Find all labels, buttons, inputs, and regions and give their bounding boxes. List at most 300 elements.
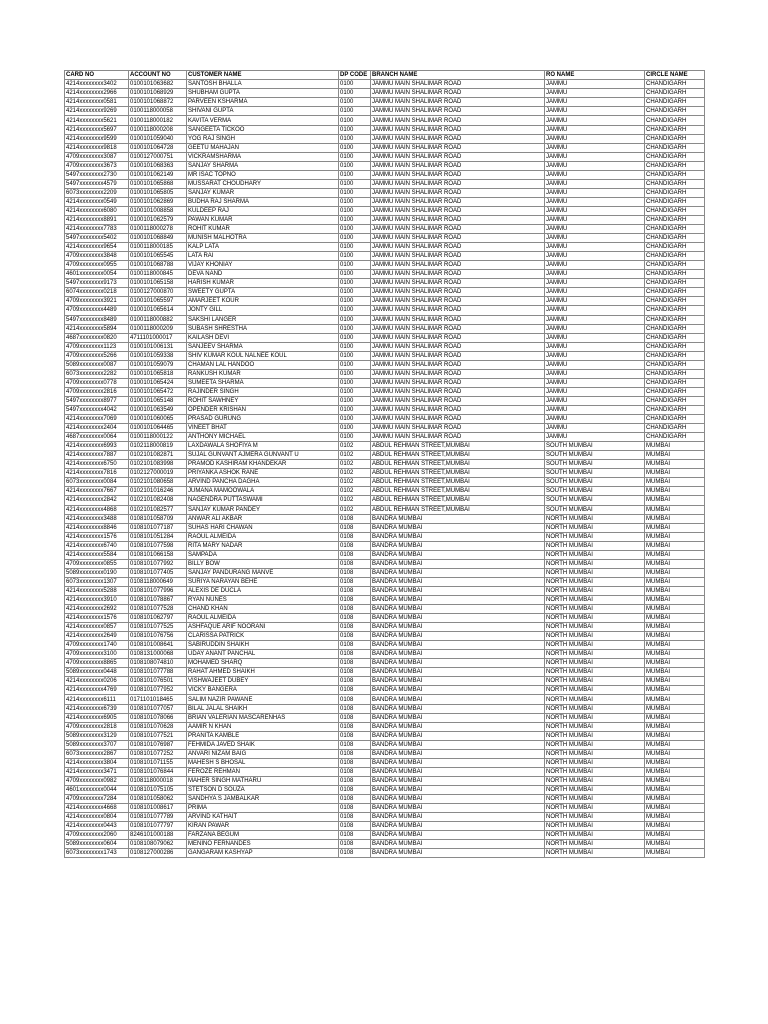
account-no-cell: 0100101064728 — [129, 143, 187, 152]
dp-code-cell: 0100 — [339, 252, 371, 261]
customer-name-cell: JUMANA MAMOOWALA — [187, 487, 339, 496]
table-row — [65, 650, 705, 659]
branch-name-cell: BANDRA MUMBAI — [371, 795, 545, 804]
card-no-cell: 4709xxxxxxxx3921 — [65, 297, 129, 306]
dp-code-cell: 0100 — [339, 405, 371, 414]
ro-name-cell: NORTH MUMBAI — [545, 632, 645, 641]
customer-name-cell: ALEXIS DE DUCLA — [187, 586, 339, 595]
branch-name-cell: JAMMU MAIN SHALIMAR ROAD — [371, 98, 545, 107]
ro-name-cell: NORTH MUMBAI — [545, 776, 645, 785]
card-no-cell: 4214xxxxxxxx5621 — [65, 116, 129, 125]
branch-name-cell: JAMMU MAIN SHALIMAR ROAD — [371, 279, 545, 288]
account-no-cell: 0100118000185 — [129, 243, 187, 252]
table-row — [65, 387, 705, 396]
branch-name-cell: ABDUL REHMAN STREET,MUMBAI — [371, 478, 545, 487]
customer-name-cell: PARVEEN KSHARMA — [187, 98, 339, 107]
account-no-cell: 0100101065818 — [129, 369, 187, 378]
table-row — [65, 179, 705, 188]
account-no-cell: 0108101077598 — [129, 541, 187, 550]
ro-name-cell: JAMMU — [545, 252, 645, 261]
account-no-cell: 0100101065158 — [129, 279, 187, 288]
dp-code-cell: 0108 — [339, 804, 371, 813]
account-no-cell: 0108101076756 — [129, 632, 187, 641]
branch-name-cell: BANDRA MUMBAI — [371, 831, 545, 840]
customer-name-cell: RAOUL ALMEIDA — [187, 614, 339, 623]
dp-code-cell: 0100 — [339, 342, 371, 351]
customer-name-cell: GANGARAM KASHYAP — [187, 849, 339, 858]
table-row — [65, 478, 705, 487]
dp-code-cell: 0108 — [339, 632, 371, 641]
dp-code-cell: 0108 — [339, 550, 371, 559]
customer-name-cell: SHIVANI GUPTA — [187, 107, 339, 116]
circle-name-cell: MUMBAI — [645, 586, 705, 595]
branch-name-cell: ABDUL REHMAN STREET,MUMBAI — [371, 460, 545, 469]
card-no-cell: 5089xxxxxxxx0190 — [65, 568, 129, 577]
ro-name-cell: JAMMU — [545, 179, 645, 188]
table-row — [65, 297, 705, 306]
account-no-cell: 0108101077405 — [129, 568, 187, 577]
circle-name-cell: MUMBAI — [645, 758, 705, 767]
table-row — [65, 831, 705, 840]
account-no-cell: 0100118000122 — [129, 433, 187, 442]
circle-name-cell: MUMBAI — [645, 704, 705, 713]
dp-code-cell: 0108 — [339, 559, 371, 568]
branch-name-cell: JAMMU MAIN SHALIMAR ROAD — [371, 433, 545, 442]
ro-name-cell: NORTH MUMBAI — [545, 550, 645, 559]
customer-name-cell: SABIRUDDIN SHAIKH — [187, 641, 339, 650]
customer-name-cell: AAMIR N KHAN — [187, 722, 339, 731]
account-no-cell: 0100101068788 — [129, 261, 187, 270]
table-row — [65, 487, 705, 496]
account-no-cell: 0108131000068 — [129, 650, 187, 659]
customer-name-cell: KIRAN PAWAR — [187, 822, 339, 831]
ro-name-cell: JAMMU — [545, 98, 645, 107]
circle-name-cell: CHANDIGARH — [645, 433, 705, 442]
branch-name-cell: BANDRA MUMBAI — [371, 650, 545, 659]
account-no-cell: 0108127000286 — [129, 849, 187, 858]
account-no-cell: 0108101077992 — [129, 559, 187, 568]
circle-name-cell: MUMBAI — [645, 641, 705, 650]
branch-name-cell: JAMMU MAIN SHALIMAR ROAD — [371, 243, 545, 252]
ro-name-cell: NORTH MUMBAI — [545, 577, 645, 586]
ro-name-cell: NORTH MUMBAI — [545, 605, 645, 614]
table-row — [65, 315, 705, 324]
table-row — [65, 767, 705, 776]
account-no-cell: 0108101058709 — [129, 514, 187, 523]
customer-name-cell: ARVIND KATHAIT — [187, 813, 339, 822]
branch-name-cell: JAMMU MAIN SHALIMAR ROAD — [371, 378, 545, 387]
table-row — [65, 288, 705, 297]
customer-name-cell: AMARJEET KOUR — [187, 297, 339, 306]
account-no-cell: 0100101065805 — [129, 188, 187, 197]
account-no-cell: 0100101062149 — [129, 170, 187, 179]
circle-name-cell: CHANDIGARH — [645, 297, 705, 306]
card-no-cell: 4709xxxxxxxx0955 — [65, 261, 129, 270]
circle-name-cell: CHANDIGARH — [645, 396, 705, 405]
account-no-cell: 0108101077525 — [129, 623, 187, 632]
customer-name-cell: NAGENDRA PUTTASWAMI — [187, 496, 339, 505]
ro-name-cell: JAMMU — [545, 360, 645, 369]
card-no-cell: 4709xxxxxxxx1123 — [65, 342, 129, 351]
card-no-cell: 5497xxxxxxxx9173 — [65, 279, 129, 288]
customer-name-cell: SUJAL GUNVANT AJMERA GUNVANT U — [187, 451, 339, 460]
card-no-cell: 4214xxxxxxxx3488 — [65, 514, 129, 523]
card-no-cell: 4214xxxxxxxx7069 — [65, 415, 129, 424]
customer-name-cell: SANTOSH BHALLA — [187, 80, 339, 89]
dp-code-cell: 0100 — [339, 143, 371, 152]
ro-name-cell: NORTH MUMBAI — [545, 740, 645, 749]
dp-code-cell: 0108 — [339, 813, 371, 822]
dp-code-cell: 0108 — [339, 822, 371, 831]
dp-code-cell: 0100 — [339, 179, 371, 188]
card-no-cell: 4214xxxxxxxx7783 — [65, 225, 129, 234]
branch-name-cell: JAMMU MAIN SHALIMAR ROAD — [371, 297, 545, 306]
branch-name-cell: BANDRA MUMBAI — [371, 758, 545, 767]
branch-name-cell: JAMMU MAIN SHALIMAR ROAD — [371, 396, 545, 405]
customer-name-cell: SAKSHI LANGER — [187, 315, 339, 324]
table-row — [65, 695, 705, 704]
dp-code-cell: 0100 — [339, 161, 371, 170]
customer-name-cell: KAILASH DEVI — [187, 333, 339, 342]
circle-name-cell: MUMBAI — [645, 514, 705, 523]
table-row — [65, 641, 705, 650]
card-no-cell: 4214xxxxxxxx0206 — [65, 677, 129, 686]
customer-name-cell: PRANITA KAMBLE — [187, 731, 339, 740]
circle-name-cell: MUMBAI — [645, 785, 705, 794]
circle-name-cell: CHANDIGARH — [645, 351, 705, 360]
table-row — [65, 740, 705, 749]
card-no-cell: 4709xxxxxxxx5266 — [65, 351, 129, 360]
circle-name-cell: CHANDIGARH — [645, 415, 705, 424]
branch-name-cell: BANDRA MUMBAI — [371, 677, 545, 686]
ro-name-cell: SOUTH MUMBAI — [545, 487, 645, 496]
dp-code-cell: 0100 — [339, 306, 371, 315]
card-no-cell: 4709xxxxxxxx4489 — [65, 306, 129, 315]
account-no-cell: 0102127000019 — [129, 469, 187, 478]
ro-name-cell: JAMMU — [545, 243, 645, 252]
table-row — [65, 125, 705, 134]
table-row — [65, 424, 705, 433]
table-row — [65, 704, 705, 713]
table-row — [65, 152, 705, 161]
card-no-cell: 4214xxxxxxxx9818 — [65, 143, 129, 152]
dp-code-cell: 0100 — [339, 378, 371, 387]
table-row — [65, 261, 705, 270]
branch-name-cell: BANDRA MUMBAI — [371, 541, 545, 550]
dp-code-cell: 0108 — [339, 568, 371, 577]
customer-name-cell: RYAN NUNES — [187, 595, 339, 604]
ro-name-cell: JAMMU — [545, 315, 645, 324]
customer-name-cell: SANJAY KUMAR — [187, 188, 339, 197]
account-no-cell: 0100101063549 — [129, 405, 187, 414]
circle-name-cell: MUMBAI — [645, 650, 705, 659]
branch-name-cell: JAMMU MAIN SHALIMAR ROAD — [371, 80, 545, 89]
branch-name-cell: BANDRA MUMBAI — [371, 686, 545, 695]
circle-name-cell: MUMBAI — [645, 740, 705, 749]
ro-name-cell: JAMMU — [545, 279, 645, 288]
circle-name-cell: CHANDIGARH — [645, 342, 705, 351]
dp-code-cell: 0108 — [339, 785, 371, 794]
table-row — [65, 632, 705, 641]
dp-code-cell: 0108 — [339, 831, 371, 840]
table-row — [65, 686, 705, 695]
card-no-cell: 4214xxxxxxxx4769 — [65, 686, 129, 695]
ro-name-cell: NORTH MUMBAI — [545, 722, 645, 731]
ro-name-cell: JAMMU — [545, 143, 645, 152]
table-row — [65, 306, 705, 315]
branch-name-cell: BANDRA MUMBAI — [371, 695, 545, 704]
branch-name-cell: BANDRA MUMBAI — [371, 776, 545, 785]
circle-name-cell: MUMBAI — [645, 532, 705, 541]
customer-name-cell: MENINO FERNANDES — [187, 840, 339, 849]
card-no-cell: 4709xxxxxxxx0855 — [65, 559, 129, 568]
dp-code-cell: 0100 — [339, 424, 371, 433]
dp-code-cell: 0102 — [339, 505, 371, 514]
account-no-cell: 0102101082408 — [129, 496, 187, 505]
dp-code-cell: 0100 — [339, 107, 371, 116]
account-no-cell: 0108101077789 — [129, 813, 187, 822]
customer-name-cell: SUHAS HARI CHAWAN — [187, 523, 339, 532]
ro-name-cell: NORTH MUMBAI — [545, 641, 645, 650]
ro-name-cell: NORTH MUMBAI — [545, 595, 645, 604]
ro-name-cell: SOUTH MUMBAI — [545, 505, 645, 514]
branch-name-cell: JAMMU MAIN SHALIMAR ROAD — [371, 143, 545, 152]
customer-name-cell: YOG RAJ SINGH — [187, 134, 339, 143]
card-no-cell: 4709xxxxxxxx3100 — [65, 650, 129, 659]
table-row — [65, 514, 705, 523]
dp-code-cell: 0100 — [339, 396, 371, 405]
card-no-cell: 4214xxxxxxxx5584 — [65, 550, 129, 559]
dp-code-cell: 0102 — [339, 469, 371, 478]
customer-name-cell: GEETU MAHAJAN — [187, 143, 339, 152]
customer-name-cell: KAVITA VERMA — [187, 116, 339, 125]
branch-name-cell: BANDRA MUMBAI — [371, 849, 545, 858]
table-row — [65, 333, 705, 342]
dp-code-cell: 0100 — [339, 206, 371, 215]
customer-name-cell: RAJINDER SINGH — [187, 387, 339, 396]
table-row — [65, 505, 705, 514]
account-no-cell: 0100101068872 — [129, 98, 187, 107]
card-no-cell: 4214xxxxxxxx2966 — [65, 89, 129, 98]
branch-name-cell: BANDRA MUMBAI — [371, 659, 545, 668]
ro-name-cell: JAMMU — [545, 225, 645, 234]
table-row — [65, 813, 705, 822]
customer-name-cell: MAHER SINGH MATHARU — [187, 776, 339, 785]
account-no-cell: 0108108079062 — [129, 840, 187, 849]
table-row — [65, 197, 705, 206]
ro-name-cell: NORTH MUMBAI — [545, 813, 645, 822]
branch-name-cell: JAMMU MAIN SHALIMAR ROAD — [371, 197, 545, 206]
dp-code-cell: 0100 — [339, 270, 371, 279]
table-row — [65, 677, 705, 686]
ro-name-cell: JAMMU — [545, 351, 645, 360]
account-no-cell: 0108101078867 — [129, 595, 187, 604]
account-no-cell: 0100101008858 — [129, 206, 187, 215]
col-header-customer-name: CUSTOMER NAME — [187, 71, 339, 80]
ro-name-cell: JAMMU — [545, 270, 645, 279]
dp-code-cell: 0108 — [339, 650, 371, 659]
branch-name-cell: JAMMU MAIN SHALIMAR ROAD — [371, 342, 545, 351]
ro-name-cell: JAMMU — [545, 216, 645, 225]
branch-name-cell: BANDRA MUMBAI — [371, 595, 545, 604]
card-no-cell: 4214xxxxxxxx6993 — [65, 442, 129, 451]
customer-name-cell: SANDHYA S JAMBALKAR — [187, 795, 339, 804]
account-no-cell: 0108108074810 — [129, 659, 187, 668]
ro-name-cell: JAMMU — [545, 152, 645, 161]
card-no-cell: 4214xxxxxxxx6905 — [65, 713, 129, 722]
branch-name-cell: BANDRA MUMBAI — [371, 523, 545, 532]
customer-name-cell: ROHIT KUMAR — [187, 225, 339, 234]
ro-name-cell: NORTH MUMBAI — [545, 677, 645, 686]
table-row — [65, 668, 705, 677]
account-no-cell: 0108101066158 — [129, 550, 187, 559]
customer-name-cell: KULDEEP RAJ — [187, 206, 339, 215]
ro-name-cell: SOUTH MUMBAI — [545, 469, 645, 478]
account-no-cell: 0100101068849 — [129, 234, 187, 243]
card-no-cell: 4214xxxxxxxx2404 — [65, 424, 129, 433]
account-no-cell: 0108101077797 — [129, 822, 187, 831]
table-row — [65, 143, 705, 152]
ro-name-cell: JAMMU — [545, 297, 645, 306]
ro-name-cell: SOUTH MUMBAI — [545, 496, 645, 505]
ro-name-cell: NORTH MUMBAI — [545, 614, 645, 623]
ro-name-cell: NORTH MUMBAI — [545, 659, 645, 668]
card-no-cell: 5497xxxxxxxx8977 — [65, 396, 129, 405]
circle-name-cell: CHANDIGARH — [645, 161, 705, 170]
ro-name-cell: JAMMU — [545, 415, 645, 424]
customer-name-cell: LATA RAI — [187, 252, 339, 261]
circle-name-cell: CHANDIGARH — [645, 279, 705, 288]
account-no-cell: 0108101077521 — [129, 731, 187, 740]
account-no-cell: 0100101068929 — [129, 89, 187, 98]
table-row — [65, 243, 705, 252]
ro-name-cell: NORTH MUMBAI — [545, 831, 645, 840]
dp-code-cell: 0100 — [339, 116, 371, 125]
account-no-cell: 0100101065545 — [129, 252, 187, 261]
dp-code-cell: 0100 — [339, 315, 371, 324]
customer-name-cell: CHAMAN LAL HANDOO — [187, 360, 339, 369]
customer-name-cell: HARISH KUMAR — [187, 279, 339, 288]
ro-name-cell: JAMMU — [545, 116, 645, 125]
card-no-cell: 6073xxxxxxxx2209 — [65, 188, 129, 197]
table-row — [65, 822, 705, 831]
table-row — [65, 451, 705, 460]
dp-code-cell: 0100 — [339, 125, 371, 134]
circle-name-cell: MUMBAI — [645, 677, 705, 686]
circle-name-cell: MUMBAI — [645, 840, 705, 849]
card-no-cell: 4709xxxxxxxx1740 — [65, 641, 129, 650]
circle-name-cell: MUMBAI — [645, 496, 705, 505]
card-no-cell: 5497xxxxxxxx8489 — [65, 315, 129, 324]
ro-name-cell: NORTH MUMBAI — [545, 541, 645, 550]
customer-name-cell: ANTHONY MICHAEL — [187, 433, 339, 442]
card-no-cell: 4214xxxxxxxx7667 — [65, 487, 129, 496]
card-no-cell: 5089xxxxxxxx0087 — [65, 360, 129, 369]
branch-name-cell: ABDUL REHMAN STREET,MUMBAI — [371, 469, 545, 478]
card-no-cell: 4214xxxxxxxx4668 — [65, 804, 129, 813]
card-no-cell: 4709xxxxxxxx3848 — [65, 252, 129, 261]
ro-name-cell: JAMMU — [545, 342, 645, 351]
customer-name-cell: SALIM NAZIR PAWANE — [187, 695, 339, 704]
circle-name-cell: MUMBAI — [645, 460, 705, 469]
customer-name-cell: SURIYA NARAYAN BEHE — [187, 577, 339, 586]
account-no-cell: 0100101065597 — [129, 297, 187, 306]
circle-name-cell: CHANDIGARH — [645, 89, 705, 98]
branch-name-cell: ABDUL REHMAN STREET,MUMBAI — [371, 442, 545, 451]
ro-name-cell: JAMMU — [545, 324, 645, 333]
customer-name-cell: MUNISH MALHOTRA — [187, 234, 339, 243]
table-row — [65, 532, 705, 541]
table-row — [65, 577, 705, 586]
account-no-cell: 0108101070628 — [129, 722, 187, 731]
table-row — [65, 107, 705, 116]
account-no-cell: 0108101077952 — [129, 686, 187, 695]
dp-code-cell: 0100 — [339, 89, 371, 98]
branch-name-cell: JAMMU MAIN SHALIMAR ROAD — [371, 107, 545, 116]
dp-code-cell: 0100 — [339, 188, 371, 197]
card-no-cell: 4214xxxxxxxx1576 — [65, 532, 129, 541]
customer-name-cell: LAXDAWALA SHOFIYA M — [187, 442, 339, 451]
customer-name-cell: SHUBHAM GUPTA — [187, 89, 339, 98]
account-no-cell: 0100101006131 — [129, 342, 187, 351]
card-no-cell: 4709xxxxxxxx2816 — [65, 387, 129, 396]
account-no-cell: 0100101062869 — [129, 197, 187, 206]
circle-name-cell: MUMBAI — [645, 568, 705, 577]
ro-name-cell: NORTH MUMBAI — [545, 559, 645, 568]
customer-name-cell: MAHESH S BHOSAL — [187, 758, 339, 767]
dp-code-cell: 0100 — [339, 279, 371, 288]
customer-name-cell: MR ISAC TOPNO — [187, 170, 339, 179]
customer-name-cell: SHIV KUMAR KOUL NALNEE KOUL — [187, 351, 339, 360]
account-no-cell: 0108101077788 — [129, 668, 187, 677]
account-no-cell: 0108101076501 — [129, 677, 187, 686]
table-row — [65, 378, 705, 387]
branch-name-cell: JAMMU MAIN SHALIMAR ROAD — [371, 424, 545, 433]
ro-name-cell: NORTH MUMBAI — [545, 758, 645, 767]
account-no-cell: 0108101071155 — [129, 758, 187, 767]
card-no-cell: 4601xxxxxxxx0044 — [65, 785, 129, 794]
branch-name-cell: ABDUL REHMAN STREET,MUMBAI — [371, 505, 545, 514]
ro-name-cell: NORTH MUMBAI — [545, 804, 645, 813]
table-row — [65, 586, 705, 595]
circle-name-cell: MUMBAI — [645, 713, 705, 722]
ro-name-cell: SOUTH MUMBAI — [545, 478, 645, 487]
account-no-cell: 0108101051284 — [129, 532, 187, 541]
customer-name-cell: MOHAMED SHARQ — [187, 659, 339, 668]
table-row — [65, 550, 705, 559]
dp-code-cell: 0108 — [339, 749, 371, 758]
customer-name-cell: SWEETY GUPTA — [187, 288, 339, 297]
circle-name-cell: MUMBAI — [645, 478, 705, 487]
account-no-cell: 0108101008641 — [129, 641, 187, 650]
branch-name-cell: BANDRA MUMBAI — [371, 731, 545, 740]
account-no-cell: 0100118000208 — [129, 125, 187, 134]
circle-name-cell: MUMBAI — [645, 605, 705, 614]
circle-name-cell: CHANDIGARH — [645, 234, 705, 243]
circle-name-cell: CHANDIGARH — [645, 270, 705, 279]
branch-name-cell: JAMMU MAIN SHALIMAR ROAD — [371, 216, 545, 225]
circle-name-cell: MUMBAI — [645, 731, 705, 740]
dp-code-cell: 0102 — [339, 442, 371, 451]
card-no-cell: 4687xxxxxxxx0064 — [65, 433, 129, 442]
branch-name-cell: JAMMU MAIN SHALIMAR ROAD — [371, 225, 545, 234]
account-no-cell: 0100118000882 — [129, 315, 187, 324]
circle-name-cell: CHANDIGARH — [645, 288, 705, 297]
card-no-cell: 4214xxxxxxxx0581 — [65, 98, 129, 107]
dp-code-cell: 0108 — [339, 595, 371, 604]
card-no-cell: 4214xxxxxxxx3910 — [65, 595, 129, 604]
branch-name-cell: BANDRA MUMBAI — [371, 586, 545, 595]
